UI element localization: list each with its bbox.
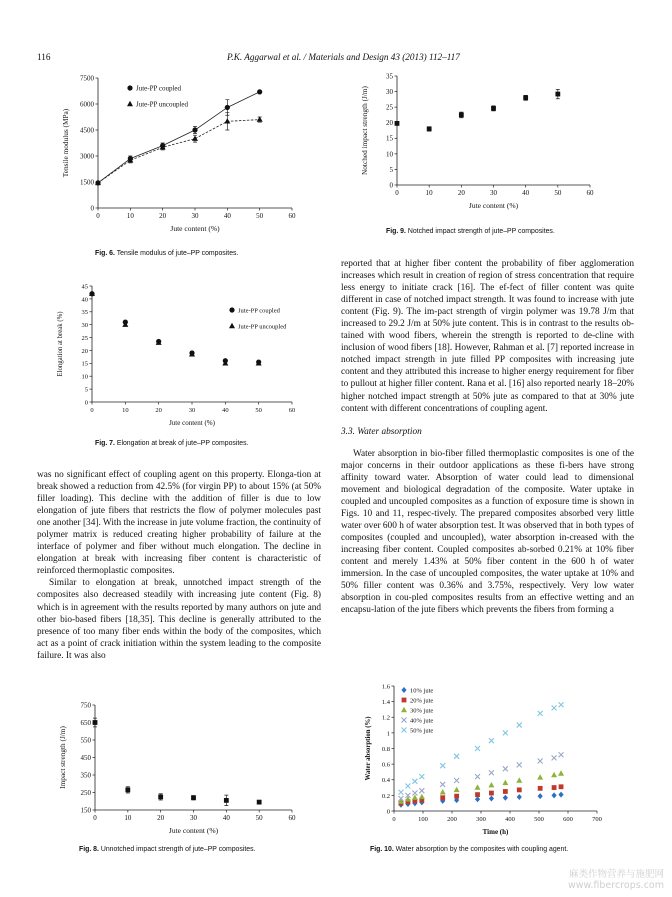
fig6-x-axis-label: Jute content (%)	[170, 224, 220, 233]
fig8-y-axis-label: Impact strength (J/m)	[58, 726, 67, 789]
fig10-data-point	[489, 796, 494, 802]
fig7-x-tick-label: 40	[222, 407, 229, 414]
fig6-x-tick-label: 40	[223, 212, 231, 220]
fig10-y-tick-label: 0.4	[381, 777, 390, 785]
fig6-y-tick-label: 1500	[80, 178, 94, 187]
fig10-x-tick-label: 0	[392, 816, 396, 823]
fig10-x-tick-label: 700	[592, 816, 602, 823]
fig9-x-tick-label: 20	[457, 189, 465, 197]
fig10-data-point	[454, 754, 459, 759]
fig9-y-tick-label: 25	[386, 103, 393, 112]
fig9-caption-label: Fig. 9.	[386, 228, 406, 235]
fig10-legend-marker	[402, 718, 407, 723]
fig10-x-tick-label: 500	[534, 816, 544, 823]
fig6-legend-label: Jute-PP uncoupled	[136, 100, 189, 109]
fig10-data-point	[419, 774, 424, 779]
fig10-plot	[365, 683, 602, 836]
fig10-y-tick-label: 1.6	[381, 683, 390, 691]
fig8-y-tick-label: 350	[80, 771, 91, 780]
fig10-data-point	[475, 784, 481, 789]
fig7-y-axis-label: Elongation at break (%)	[57, 311, 64, 377]
fig10-x-tick-label: 300	[476, 816, 486, 823]
left-paragraph-1: was no significant effect of coupling agent on this property. Elonga-tion at break showed a reduction from 42.5% (for virgin PP) to about 15% (at 50% filler loading). This decline with the addition of filler is due to low elongation of jute fibers that restricts the flow of polymer molecules past one another [34]. With the increase in jute volume fraction, the continuity of polymer matrix is reduced creating higher probability of failure at the interface of polymer and fiber without much elongation. The decline in elongation at break with increasing fiber content is characteristic of reinforced thermoplastic composites.	[37, 470, 321, 577]
fig8-x-tick-label: 40	[222, 814, 230, 822]
fig10-x-tick-label: 600	[563, 816, 573, 823]
fig7-x-tick-label: 50	[255, 407, 262, 414]
fig10-data-point	[454, 787, 460, 792]
fig7-x-tick-label: 30	[188, 407, 196, 414]
fig9-data-point	[395, 121, 400, 126]
watermark	[568, 866, 664, 891]
fig8-x-tick-label: 50	[255, 814, 263, 822]
fig6-y-tick-label: 7500	[80, 74, 94, 83]
fig10-data-point	[517, 794, 522, 800]
fig8-caption-text: Unnotched impact strength of jute–PP composites.	[100, 846, 256, 853]
fig9-data-point	[523, 95, 528, 100]
fig8-caption	[79, 846, 255, 853]
fig6-legend-marker	[127, 85, 132, 90]
fig9-caption	[386, 228, 555, 235]
fig9-chart	[352, 70, 614, 220]
fig10-legend-label: 30% jute	[410, 707, 434, 715]
fig10-legend-marker	[401, 687, 406, 693]
fig7-y-tick-label: 30	[81, 322, 88, 330]
fig10-data-point	[551, 792, 556, 798]
fig6-x-tick-label: 60	[288, 212, 296, 220]
page-number: 116	[37, 52, 51, 62]
fig8-x-tick-label: 20	[157, 814, 165, 822]
fig10-data-point	[503, 766, 508, 771]
fig6-data-point	[192, 127, 197, 132]
fig10-data-point	[412, 779, 417, 784]
fig9-x-tick-label: 50	[554, 189, 562, 197]
left-paragraph-2: Similar to elongation at break, unnotched impact strength of the composites also decreased steadily with increasing jute content (Fig. 8) which is in agreement with the results reported by many authors on jute and other bio-based fibers [18,35]. This decline is generally attributed to the presence of too many fiber ends within the body of the composites, which act as a point of crack initiation within the system leading to the composite failure. It was also	[37, 578, 321, 661]
fig8-data-point	[125, 787, 130, 792]
fig7-caption-label: Fig. 7.	[95, 440, 115, 447]
fig10-data-point	[475, 774, 480, 779]
fig7-y-tick-label: 40	[81, 296, 88, 304]
fig9-x-tick-label: 40	[522, 189, 530, 197]
fig6-x-tick-label: 10	[126, 212, 134, 220]
fig8-x-tick-label: 0	[93, 814, 97, 822]
fig10-data-point	[517, 788, 522, 793]
fig6-series-line	[98, 120, 260, 183]
fig6-y-tick-label: 4500	[80, 126, 94, 135]
fig10-data-point	[503, 730, 508, 735]
fig7-x-tick-label: 10	[122, 407, 129, 414]
fig9-x-tick-label: 30	[490, 189, 497, 197]
fig10-legend-label: 20% jute	[410, 697, 434, 705]
fig10-data-point	[538, 786, 543, 791]
fig10-data-point	[558, 770, 564, 775]
fig9-data-point	[491, 106, 496, 111]
fig9-caption-text: Notched impact strength of jute–PP composites.	[407, 228, 555, 235]
fig10-data-point	[552, 705, 557, 710]
right-column	[341, 258, 634, 616]
fig7-y-tick-label: 5	[84, 386, 88, 394]
fig7-y-tick-label: 0	[84, 399, 88, 407]
fig9-x-axis-label: Jute content (%)	[468, 201, 519, 210]
fig6-x-tick-label: 30	[191, 212, 199, 220]
fig6-x-tick-label: 50	[256, 212, 264, 220]
fig10-data-point	[419, 788, 424, 793]
fig7-y-tick-label: 15	[81, 360, 88, 368]
fig10-data-point	[559, 752, 564, 757]
fig10-caption	[370, 846, 568, 853]
fig6-x-tick-label: 0	[96, 212, 100, 220]
fig10-data-point	[559, 702, 564, 707]
fig6-caption-text: Tensile modulus of jute–PP composites.	[116, 250, 239, 257]
fig9-y-tick-label: 0	[389, 181, 393, 190]
fig6-data-point	[192, 135, 198, 140]
fig8-x-axis-label: Jute content (%)	[168, 826, 219, 835]
fig6-x-tick-label: 20	[159, 212, 167, 220]
fig9-y-tick-label: 30	[386, 87, 393, 96]
fig6-legend-marker	[127, 101, 133, 106]
fig10-y-tick-label: 0.2	[381, 792, 390, 800]
fig8-plot	[58, 701, 296, 835]
fig6-y-tick-label: 3000	[80, 152, 94, 161]
fig9-y-tick-label: 15	[386, 134, 393, 143]
fig10-data-point	[475, 796, 480, 802]
fig8-data-point	[158, 794, 163, 799]
fig9-y-tick-label: 5	[389, 165, 393, 174]
fig10-data-point	[489, 738, 494, 743]
fig9-y-tick-label: 10	[386, 150, 393, 159]
fig10-legend-label: 40% jute	[410, 717, 434, 725]
fig10-caption-text: Water absorption by the composites with coupling agent.	[395, 846, 569, 853]
fig6-y-tick-label: 0	[90, 204, 94, 213]
fig10-data-point	[454, 778, 459, 783]
right-paragraph-2: Water absorption in bio-fiber filled thermoplastic composites is one of the major concerns in their outdoor applications as these fi-bers have strong affinity toward water. Absorption of water could lead to dimensional movement and biological degradation of the composite. Water uptake in coupled and uncoupled composites as a function of exposure time is shown in Figs. 10 and 11, respec-tively. The prepared composites absorbed very little water over 600 h of water absorption test. It was observed that in both types of composites (coupled and uncoupled), water absorption in-creased with the increasing fiber content. Coupled composites ab-sorbed 0.21% at 10% fiber content and merely 1.43% at 50% fiber content in the 600 h of water immersion. In the case of uncoupled composites, the water uptake at 10% and 50% filler content was 0.36% and 3.75%, respectively. Very low water absorption in cou-pled composites results from an effective wetting and an encapsu-lation of the jute fibers which prevents the fibers from forming a	[341, 448, 634, 616]
fig10-data-point	[440, 789, 446, 794]
fig10-x-tick-label: 100	[418, 816, 428, 823]
fig8-x-tick-label: 60	[288, 814, 296, 822]
fig7-x-tick-label: 60	[288, 407, 296, 414]
fig7-legend-marker	[229, 323, 235, 328]
fig9-data-point	[555, 92, 560, 97]
running-title: P.K. Aggarwal et al. / Materials and Design 43 (2013) 112–117	[227, 52, 460, 62]
fig8-y-tick-label: 750	[80, 701, 91, 710]
fig9-y-tick-label: 20	[386, 119, 393, 128]
fig10-data-point	[538, 711, 543, 716]
fig7-legend-label: Jute-PP uncoupled	[238, 323, 287, 331]
fig10-x-tick-label: 400	[505, 816, 515, 823]
fig6-caption-label: Fig. 6.	[95, 250, 115, 257]
fig10-legend-label: 10% jute	[410, 687, 434, 695]
fig9-x-tick-label: 60	[586, 189, 594, 197]
fig10-legend-label: 50% jute	[410, 727, 434, 735]
fig10-data-point	[475, 792, 480, 797]
fig8-y-tick-label: 450	[80, 753, 91, 762]
fig6-data-point	[225, 105, 230, 110]
fig10-data-point	[517, 762, 522, 767]
fig9-plot	[360, 72, 594, 210]
fig10-x-axis-label: Time (h)	[482, 828, 509, 836]
fig10-data-point	[475, 746, 480, 751]
fig8-y-tick-label: 150	[80, 806, 91, 815]
page-header	[37, 52, 597, 62]
fig10-y-tick-label: 1	[386, 730, 390, 738]
fig10-data-point	[559, 784, 564, 789]
fig10-data-point	[538, 759, 543, 764]
watermark-line1: 麻类作物营养与施肥网	[568, 869, 664, 880]
fig6-legend-label: Jute-PP coupled	[136, 84, 182, 93]
fig10-data-point	[405, 784, 410, 789]
fig10-data-point	[537, 774, 543, 779]
fig8-y-tick-label: 550	[80, 736, 91, 745]
fig6-data-point	[257, 89, 262, 94]
left-column	[37, 469, 321, 662]
fig10-y-tick-label: 0.8	[381, 745, 390, 753]
fig10-data-point	[503, 789, 508, 794]
fig10-caption-label: Fig. 10.	[370, 846, 394, 853]
fig8-caption-label: Fig. 8.	[79, 846, 99, 853]
fig10-data-point	[517, 723, 522, 728]
fig6-y-axis-label: Tensile modulus (MPa)	[61, 108, 70, 178]
section-heading: 3.3. Water absorption	[341, 426, 422, 437]
fig6-plot	[61, 74, 296, 233]
fig9-data-point	[459, 113, 464, 118]
fig8-chart	[40, 697, 310, 837]
fig10-data-point	[489, 770, 494, 775]
fig7-x-tick-label: 20	[155, 407, 162, 414]
fig10-data-point	[440, 763, 445, 768]
fig6-y-tick-label: 6000	[80, 100, 94, 109]
fig10-data-point	[552, 785, 557, 790]
fig10-data-point	[440, 795, 445, 800]
fig10-chart	[352, 678, 614, 843]
fig7-y-tick-label: 45	[81, 283, 88, 291]
fig10-data-point	[551, 772, 557, 777]
fig9-y-tick-label: 35	[386, 72, 393, 81]
fig8-x-tick-label: 30	[190, 814, 197, 822]
fig7-caption-text: Elongation at break of jute–PP composites.	[116, 440, 249, 447]
fig10-data-point	[558, 792, 563, 798]
fig8-data-point	[191, 795, 196, 800]
fig6-data-point	[257, 116, 263, 121]
fig7-plot	[57, 283, 295, 427]
fig10-y-tick-label: 1.2	[381, 714, 390, 722]
fig10-y-tick-label: 0.6	[381, 761, 390, 769]
fig10-data-point	[538, 793, 543, 799]
fig10-legend-marker	[402, 698, 407, 703]
fig9-x-tick-label: 0	[395, 189, 399, 197]
fig10-legend-marker	[401, 707, 407, 712]
fig8-data-point	[93, 720, 98, 725]
fig10-data-point	[516, 777, 522, 782]
watermark-line2: www.fibercrops.com	[567, 880, 664, 891]
fig7-caption	[95, 440, 249, 447]
fig7-legend-label: Jute-PP coupled	[238, 307, 280, 315]
right-paragraph-1: reported that at higher fiber content the probability of fiber agglomeration increases which result in creation of region of stress concentration that require less energy to initiate crack [16]. The ef-fect of filler content was quite different in case of notched impact strength. It was found to increase with jute content (Fig. 9). The im-pact strength of virgin polymer was 19.78 J/m that increased to 29.2 J/m at 50% jute content. This is in contrast to the results ob-tained with wood fibers, wherein the strength is reported to de-cline with inclusion of wood fibers [18]. However, Rahman et al. [7] reported increase in notched impact strength in jute filled PP composites with increasing jute content and they attributed this increase to higher energy requirement for fiber to pullout at higher filler content. Rana et al. [16] also reported nearly 18–20% higher notched impact strength at 50% jute as compared to that at 30% jute content with different concentrations of coupling agent.	[341, 259, 634, 414]
fig7-x-tick-label: 0	[90, 407, 94, 414]
fig7-y-tick-label: 20	[81, 347, 88, 355]
fig10-y-axis-label: Water absorption (%)	[365, 716, 372, 781]
fig9-y-axis-label: Notched impact strength (J/m)	[360, 86, 369, 175]
fig10-data-point	[488, 782, 494, 787]
fig6-chart	[40, 70, 310, 245]
fig10-data-point	[489, 791, 494, 796]
fig7-legend-marker	[229, 307, 234, 312]
fig10-data-point	[419, 794, 425, 799]
fig10-data-point	[503, 795, 508, 801]
fig8-x-tick-label: 10	[124, 814, 132, 822]
fig8-data-point	[224, 798, 229, 803]
fig6-caption	[95, 250, 238, 257]
fig10-y-tick-label: 0	[386, 808, 390, 816]
fig10-data-point	[502, 780, 508, 785]
fig10-data-point	[398, 790, 403, 795]
fig7-y-tick-label: 10	[81, 373, 88, 381]
fig10-x-tick-label: 200	[447, 816, 457, 823]
fig10-y-tick-label: 1.4	[381, 699, 390, 707]
fig8-y-tick-label: 250	[80, 788, 91, 797]
fig7-y-tick-label: 35	[81, 309, 88, 317]
fig7-x-axis-label: Jute content (%)	[169, 419, 215, 427]
fig9-data-point	[427, 127, 432, 132]
fig10-data-point	[440, 782, 445, 787]
fig8-data-point	[257, 800, 262, 805]
fig7-y-tick-label: 25	[81, 334, 88, 342]
fig10-data-point	[454, 794, 459, 799]
fig9-x-tick-label: 10	[425, 189, 433, 197]
fig6-data-point	[224, 118, 230, 123]
fig8-y-tick-label: 650	[80, 718, 91, 727]
fig10-data-point	[552, 755, 557, 760]
fig7-chart	[40, 280, 310, 430]
fig10-legend-marker	[402, 728, 407, 733]
